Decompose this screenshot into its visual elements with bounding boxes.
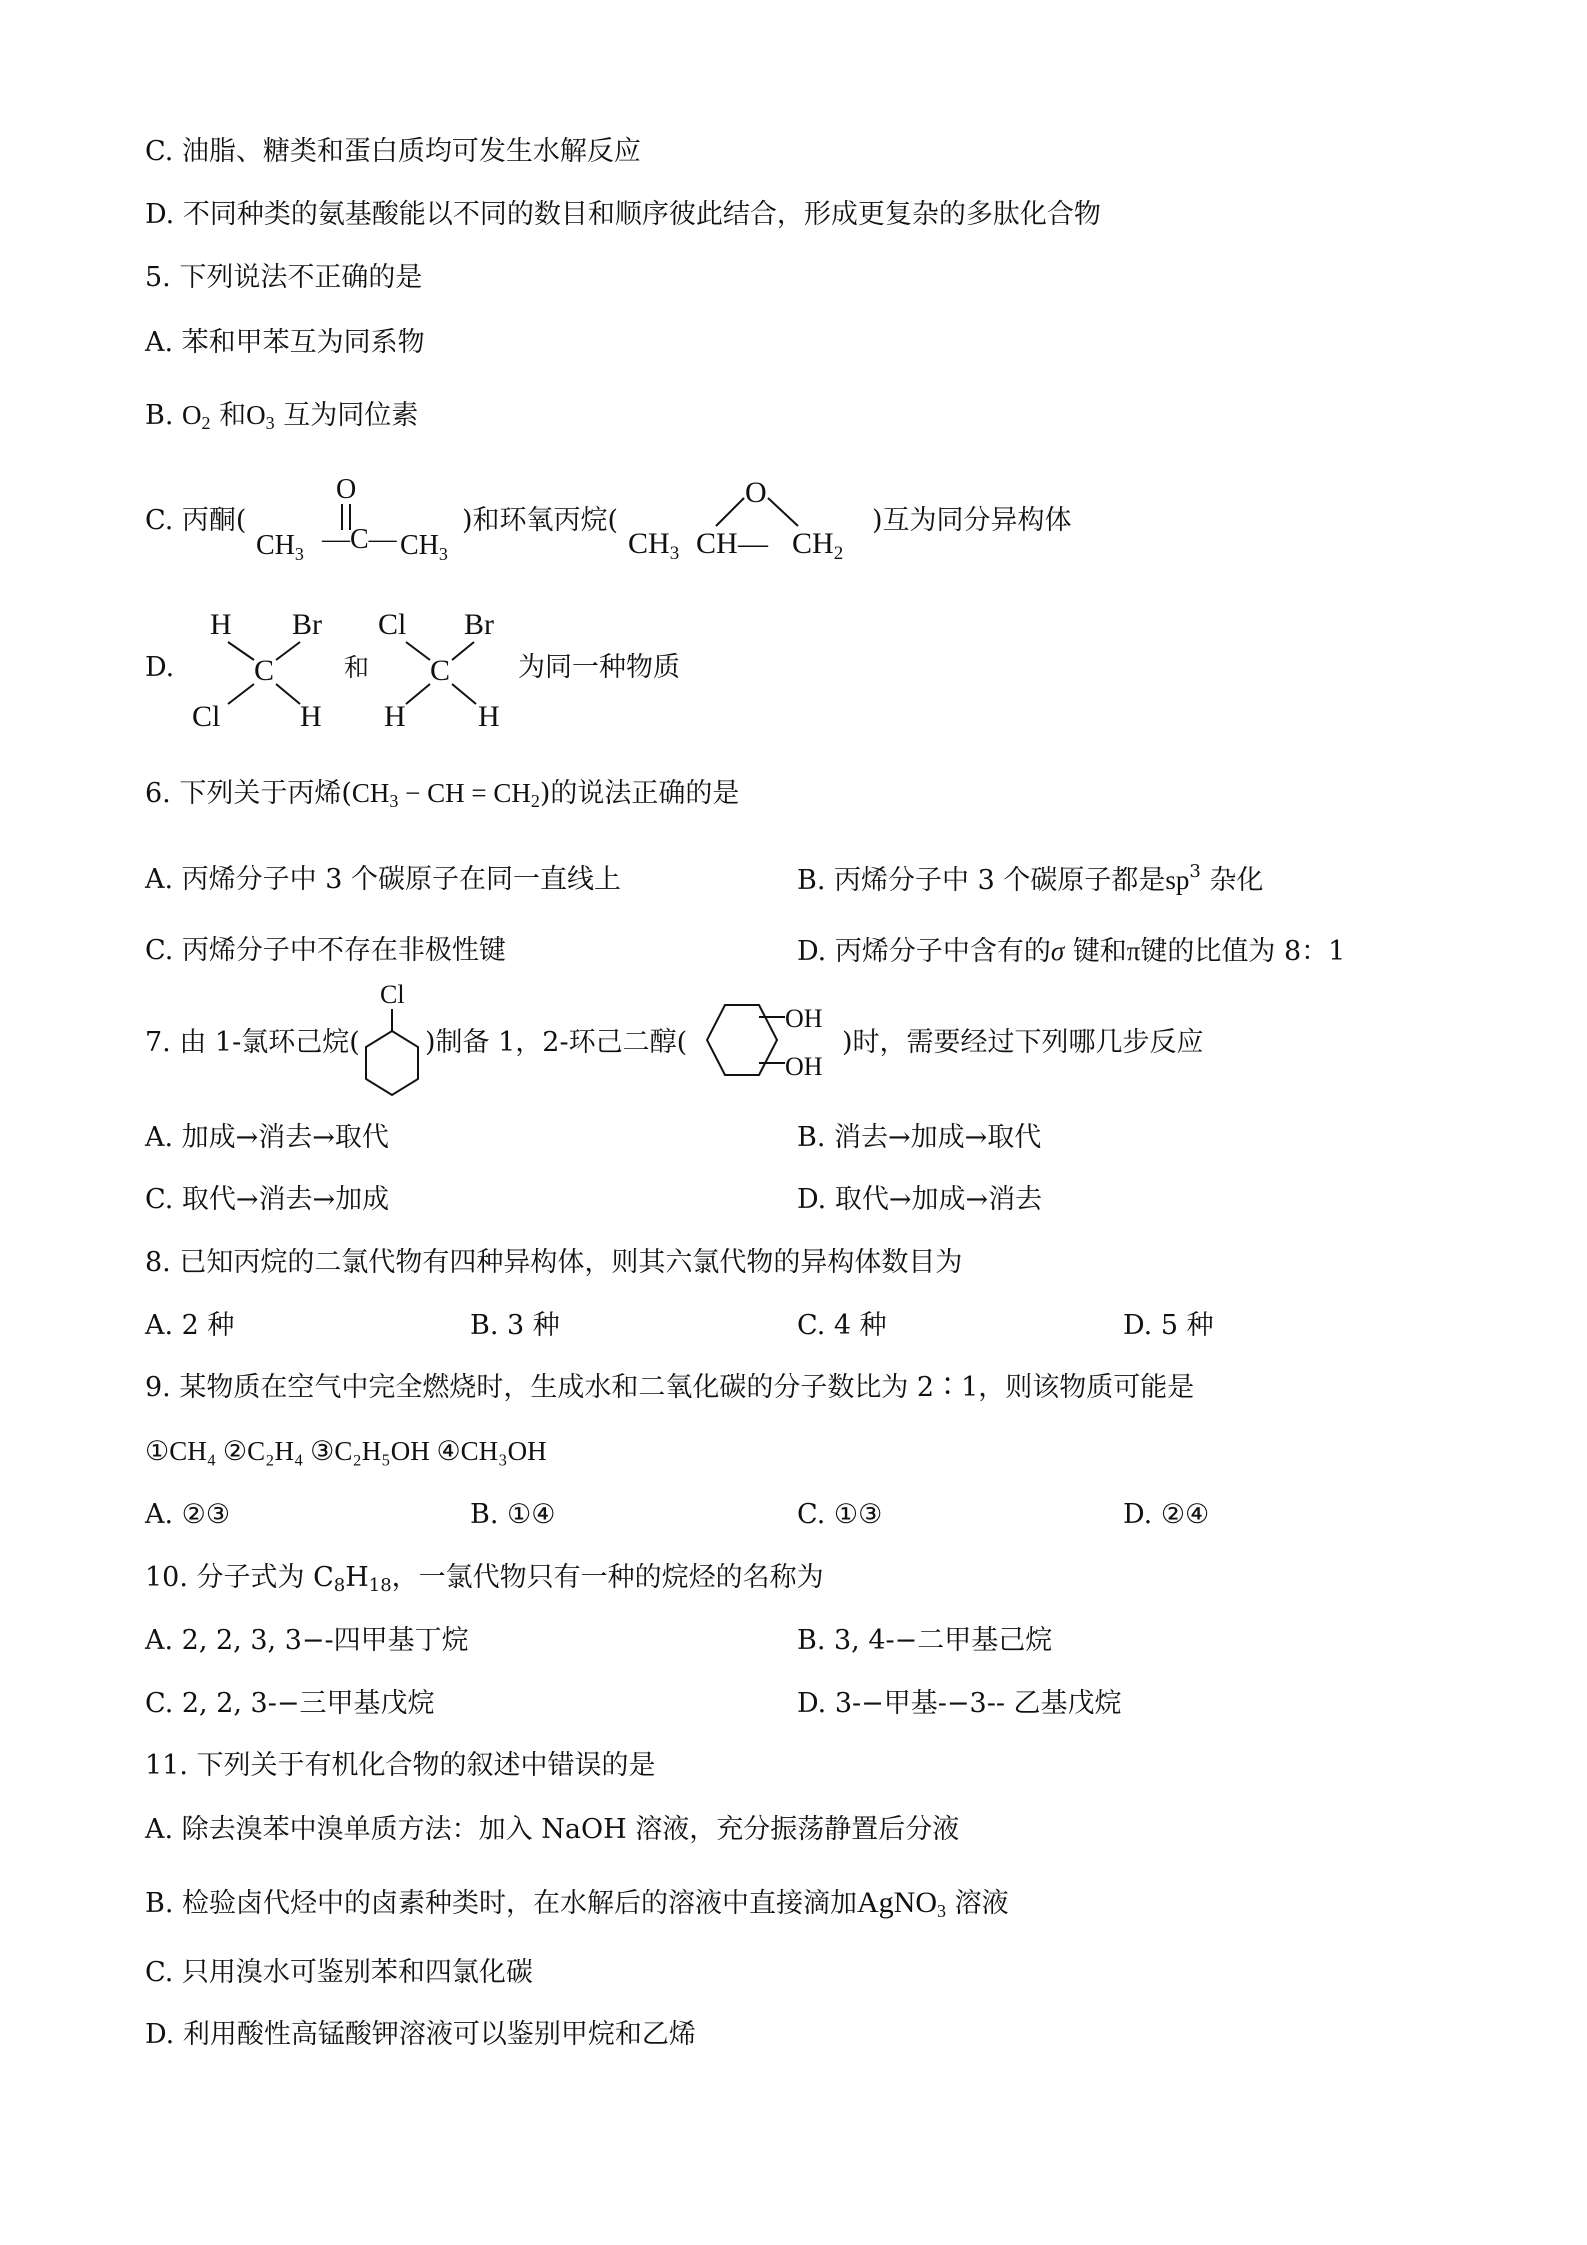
q10-option-b: B. 3, 4-−二甲基己烷 (797, 1625, 1053, 1656)
q5-b-suffix: 互为同位素 (283, 400, 419, 431)
epoxide-bond: — (738, 527, 768, 560)
q5-option-b (145, 397, 418, 434)
q8-option-d: D. 5 种 (1123, 1310, 1214, 1341)
q11-option-a: A. 除去溴苯中溴单质方法：加入 NaOH 溶液，充分振荡静置后分液 (145, 1814, 960, 1845)
q6-option-a: A. 丙烯分子中 3 个碳原子在同一直线上 (145, 864, 622, 895)
q10-option-a: A. 2, 2, 3, 3−-四甲基丁烷 (145, 1625, 469, 1656)
q8-option-c: C. 4 种 (797, 1310, 887, 1341)
epoxypropane-structure (620, 468, 875, 573)
chloro-label: Cl (380, 980, 405, 1009)
acetone-ch3-right: $CH_3$ (400, 530, 448, 564)
q9-option-a: A. ②③ (145, 1499, 231, 1530)
q11-stem: 11. 下列关于有机化合物的叙述中错误的是 (145, 1750, 656, 1781)
q7-option-b: B. 消去→加成→取代 (797, 1122, 1042, 1153)
mol-a-h-bottom: H (300, 700, 322, 733)
q7-stem-a: 7. 由 1-氯环己烷( (145, 1027, 360, 1058)
q9-option-b: B. ①④ (470, 1499, 556, 1530)
q4-option-c: C. 油脂、糖类和蛋白质均可发生水解反应 (145, 136, 641, 167)
q5-b-prefix: B. (145, 400, 183, 431)
q5-c-mid: )和环氧丙烷( (462, 505, 619, 536)
mol-b-cl: Cl (378, 608, 407, 641)
q9-stem: 9. 某物质在空气中完全燃烧时，生成水和二氧化碳的分子数比为 2∶1，则该物质可能是 (145, 1372, 1195, 1403)
q5-d-prefix: D. (145, 652, 175, 683)
q9-option-c: C. ①③ (797, 1499, 883, 1530)
hydroxyl-2: OH (785, 1052, 823, 1081)
q8-option-b: B. 3 种 (470, 1310, 560, 1341)
q4-option-d: D. 不同种类的氨基酸能以不同的数目和顺序彼此结合，形成更复杂的多肽化合物 (145, 199, 1101, 230)
q7-stem-c: )时，需要经过下列哪几步反应 (842, 1027, 1204, 1058)
q6-option-c: C. 丙烯分子中不存在非极性键 (145, 935, 506, 966)
chlorocyclohexane-structure (350, 975, 430, 1105)
mol-b-c: C (430, 654, 451, 687)
acetone-ch3-left: $CH_3$ (256, 530, 304, 564)
epoxide-ch3: $CH_3$ (628, 527, 680, 564)
q6-stem: 6. 下列关于丙烯($CH_3$ − CH = $CH_2$)的说法正确的是 (145, 778, 740, 811)
cyclohexanediol-structure (675, 995, 845, 1105)
mol-b-h-left: H (384, 700, 406, 733)
mol-b-h-right: H (478, 700, 500, 733)
acetone-oxygen: O (336, 474, 357, 505)
epoxide-oxygen: O (745, 476, 767, 509)
hydroxyl-1: OH (785, 1004, 823, 1033)
mol-b-br: Br (464, 608, 494, 641)
q10-stem: 10. 分子式为 $C_8H_{18}$，一氯代物只有一种的烷烃的名称为 (145, 1562, 824, 1596)
q5-c-prefix: C. 丙酮( (145, 505, 247, 536)
q8-option-a: A. 2 种 (145, 1310, 235, 1341)
mol-a-br: Br (292, 608, 322, 641)
q11-option-c: C. 只用溴水可鉴别苯和四氯化碳 (145, 1957, 533, 1988)
molecule-b-structure (372, 598, 522, 733)
epoxide-ch: CH (696, 527, 738, 560)
mol-a-h-top: H (210, 608, 232, 641)
q5-d-and: 和 (344, 653, 370, 682)
q7-stem-b: )制备 1，2-环己二醇( (425, 1027, 688, 1058)
q10-option-d: D. 3-−甲基-−3-- 乙基戊烷 (797, 1688, 1122, 1719)
molecule-a-structure (188, 598, 348, 733)
acetone-carbonyl: —C— (322, 524, 397, 555)
q5-c-suffix: )互为同分异构体 (872, 505, 1072, 536)
q5-b-o3: $O_3$ (246, 400, 275, 433)
q9-choices: ①CH₄ ②C₂H₄ ③C₂H₅OH ④CH₃OH (145, 1436, 547, 1466)
q7-option-d: D. 取代→加成→消去 (797, 1184, 1043, 1215)
q11-option-d: D. 利用酸性高锰酸钾溶液可以鉴别甲烷和乙烯 (145, 2019, 696, 2050)
mol-a-c: C (254, 654, 275, 687)
q11-option-b: B. 检验卤代烃中的卤素种类时，在水解后的溶液中直接滴加AgNO$_3$ 溶液 (145, 1886, 1009, 1921)
q5-d-suffix: 为同一种物质 (518, 652, 680, 683)
q7-option-a: A. 加成→消去→取代 (145, 1122, 389, 1153)
q10-option-c: C. 2, 2, 3-−三甲基戊烷 (145, 1688, 435, 1719)
q6-option-b: B. 丙烯分子中 3 个碳原子都是$sp^3$ 杂化 (797, 861, 1264, 896)
q9-option-d: D. ②④ (1123, 1499, 1210, 1530)
q5-b-o2: $O_2$ (182, 400, 211, 433)
q8-stem: 8. 已知丙烷的二氯代物有四种异构体，则其六氯代物的异构体数目为 (145, 1247, 963, 1278)
q7-option-c: C. 取代→消去→加成 (145, 1184, 390, 1215)
acetone-structure (250, 468, 460, 573)
mol-a-cl: Cl (192, 700, 221, 733)
q5-option-a: A. 苯和甲苯互为同系物 (145, 327, 425, 358)
q5-stem: 5. 下列说法不正确的是 (145, 262, 423, 293)
q6-option-d: D. 丙烯分子中含有的σ 键和π键的比值为 8：1 (797, 936, 1346, 967)
epoxide-ch2: $CH_2$ (792, 527, 844, 564)
q5-b-mid: 和 (219, 400, 247, 431)
